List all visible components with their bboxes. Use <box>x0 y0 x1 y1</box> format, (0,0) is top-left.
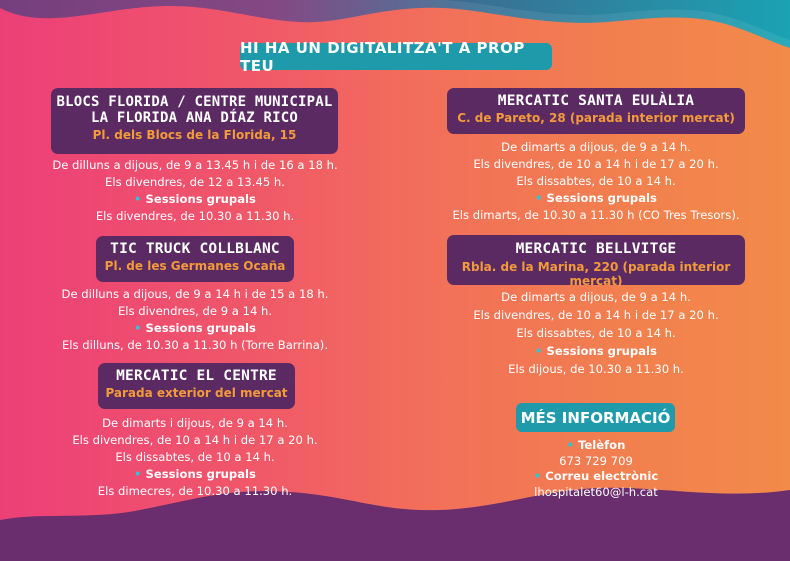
header-banner: HI HA UN DIGITALITZA'T A PROP TEU <box>240 43 552 70</box>
email-label <box>490 469 702 485</box>
bullet-icon: • <box>134 192 142 206</box>
bullet-icon: • <box>533 469 542 483</box>
hours-line: Els dissabtes, de 10 a 14 h. <box>516 326 676 340</box>
more-info-heading: MÉS INFORMACIÓ <box>516 403 675 432</box>
sessions-label <box>45 320 345 337</box>
email-address[interactable]: lhospitalet60@l-h.cat <box>534 484 658 499</box>
location-name: LA FLORIDA ANA DÍAZ RICO <box>90 110 299 126</box>
location-info-mercatic-el-centre <box>45 415 345 500</box>
hours-line: De dimarts a dijous, de 9 a 14 h. <box>501 140 691 154</box>
phone-label-text: Telèfon <box>578 438 626 452</box>
location-header-mercatic-santa-eulalia <box>447 88 745 134</box>
location-info-mercatic-bellvitge <box>445 288 747 378</box>
hours-line: De dilluns a dijous, de 9 a 14 h i de 15 a 18 h. <box>61 287 329 301</box>
location-address: Pl. de les Germanes Ocaña <box>104 259 286 273</box>
location-name: MERCATIC BELLVITGE <box>515 241 677 257</box>
hours-line: Els divendres, de 9 a 14 h. <box>117 304 273 318</box>
hours-line: Els divendres, de 12 a 13.45 h. <box>105 175 285 189</box>
location-header-mercatic-el-centre <box>98 363 295 409</box>
sessions-label <box>45 191 345 208</box>
sessions-label-text: Sessions grupals <box>145 192 256 206</box>
bullet-icon: • <box>535 191 543 205</box>
sessions-line: Els dimecres, de 10.30 a 11.30 h. <box>97 484 293 498</box>
hours-line: Els divendres, de 10 a 14 h i de 17 a 20 h. <box>72 433 318 447</box>
location-name: MERCATIC SANTA EULÀLIA <box>497 93 695 109</box>
sessions-line: Els dilluns, de 10.30 a 11.30 h (Torre Barrina). <box>61 338 329 352</box>
location-address: Parada exterior del mercat <box>105 386 288 400</box>
location-info-tic-truck <box>45 286 345 354</box>
sessions-line: Els divendres, de 10.30 a 11.30 h. <box>95 209 295 223</box>
location-address: Rbla. de la Marina, 220 (parada interior mercat) <box>461 260 731 288</box>
sessions-line: Els dimarts, de 10.30 a 11.30 h (CO Tres Tresors). <box>452 208 740 222</box>
bullet-icon: • <box>134 321 142 335</box>
hours-line: De dimarts a dijous, de 9 a 14 h. <box>501 290 691 304</box>
location-info-blocs-florida <box>45 157 345 225</box>
phone-number[interactable]: 673 729 709 <box>559 453 633 468</box>
sessions-label <box>445 342 747 360</box>
email-label-text: Correu electrònic <box>545 469 659 483</box>
location-header-blocs-florida <box>51 88 338 154</box>
location-name: TIC TRUCK COLLBLANC <box>110 241 280 257</box>
sessions-line: Els dijous, de 10.30 a 11.30 h. <box>508 362 684 376</box>
hours-line: Els dissabtes, de 10 a 14 h. <box>516 174 676 188</box>
sessions-label-text: Sessions grupals <box>546 191 657 205</box>
location-info-mercatic-santa-eulalia <box>445 139 747 224</box>
location-header-tic-truck <box>96 236 294 282</box>
hours-line: De dilluns a dijous, de 9 a 13.45 h i de 16 a 18 h. <box>52 158 338 172</box>
location-address: Pl. dels Blocs de la Florida, 15 <box>92 128 297 142</box>
sessions-label-text: Sessions grupals <box>145 467 256 481</box>
sessions-label-text: Sessions grupals <box>546 344 657 358</box>
hours-line: De dimarts i dijous, de 9 a 14 h. <box>102 416 288 430</box>
bullet-icon: • <box>535 344 543 358</box>
sessions-label-text: Sessions grupals <box>145 321 256 335</box>
location-address: C. de Pareto, 28 (parada interior mercat) <box>457 111 735 125</box>
hours-line: Els divendres, de 10 a 14 h i de 17 a 20 h. <box>473 308 719 322</box>
hours-line: Els divendres, de 10 a 14 h i de 17 a 20 h. <box>473 157 719 171</box>
contact-info <box>490 438 702 500</box>
bullet-icon: • <box>134 467 142 481</box>
hours-line: Els dissabtes, de 10 a 14 h. <box>115 450 275 464</box>
location-name: BLOCS FLORIDA / CENTRE MUNICIPAL <box>56 94 333 110</box>
sessions-label <box>445 190 747 207</box>
location-header-mercatic-bellvitge <box>447 235 745 288</box>
location-name: MERCATIC EL CENTRE <box>116 368 277 384</box>
sessions-label <box>45 466 345 483</box>
phone-label <box>490 438 702 454</box>
bullet-icon: • <box>566 438 575 452</box>
